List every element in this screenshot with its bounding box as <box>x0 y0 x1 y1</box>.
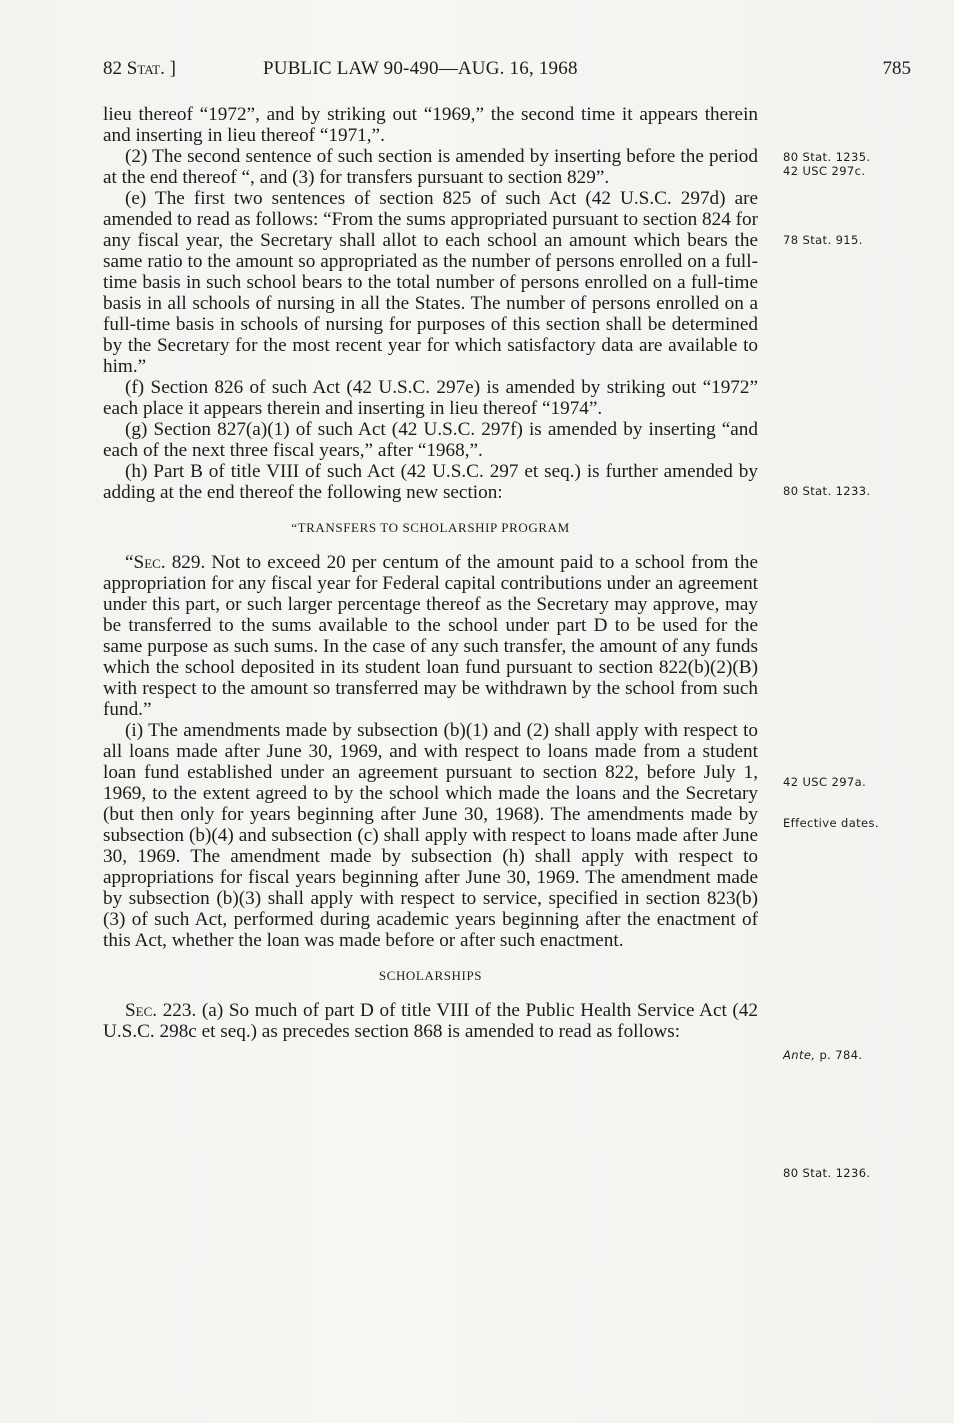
paragraph-f: (f) Section 826 of such Act (42 U.S.C. 297e) is amended by striking out “1972” each place it appears therein and inserting in lieu thereof “1974”. <box>103 377 758 419</box>
paragraph-continuation: lieu thereof “1972”, and by striking out “1969,” the second time it appears therein and inserting in lieu thereof “1971,”. <box>103 104 758 146</box>
paragraph-h: (h) Part B of title VIII of such Act (42 U.S.C. 297 et seq.) is further amended by adding at the end thereof the following new section: <box>103 461 758 503</box>
page-header <box>103 58 911 86</box>
law-title: PUBLIC LAW 90-490—AUG. 16, 1968 <box>263 58 578 79</box>
section-223: Sec. 223. (a) So much of part D of title VIII of the Public Health Service Act (42 U.S.C. 298c et seq.) as precedes section 868 is amended to read as follows: <box>103 1000 758 1042</box>
page-number: 785 <box>882 58 911 79</box>
heading-transfers: “TRANSFERS TO SCHOLARSHIP PROGRAM <box>291 520 570 535</box>
heading-scholarships: SCHOLARSHIPS <box>378 968 483 983</box>
margin-note-80-stat-1236: 80 Stat. 1236. <box>783 1166 871 1180</box>
margin-note-80-stat-1233: 80 Stat. 1233. <box>783 484 871 498</box>
margin-note-ante: Ante, p. 784. <box>783 1048 863 1062</box>
paragraph-e: (e) The first two sentences of section 825 of such Act (42 U.S.C. 297d) are amended to read as follows: “From the sums appropriated pursuant to section 824 for any fiscal year, the Secretary shall allot to each school an amount which bears the same ratio to the amount so appropriated as the number of persons enrolled on a full-time basis in such school bears to the total number of persons enrolled on a full-time basis in all schools of nursing in all the States. The number of persons enrolled on a full-time basis in schools of nursing for purposes of this section shall be determined by the Secretary for the most recent year for which satisfactory data are available to him.” <box>103 188 758 377</box>
margin-note-42-usc-297a: 42 USC 297a. <box>783 775 867 789</box>
paragraph-g: (g) Section 827(a)(1) of such Act (42 U.S.C. 297f) is amended by inserting “and each of the next three fiscal years,” after “1968,”. <box>103 419 758 461</box>
statute-reference: 82 Stat. ] <box>103 58 176 79</box>
margin-note-effective-dates: Effective dates. <box>783 816 879 830</box>
section-829: “Sec. 829. Not to exceed 20 per centum of the amount paid to a school from the appropriation for any fiscal year for Federal capital contributions under an agreement under this part, or such larger percentage thereof as the Secretary may approve, may be transferred to the sums available to the school under part D to be used for the same purpose as such sums. In the case of any such transfer, the amount of any funds which the school deposited in its student loan fund pursuant to section 822(b)(2)(B) with respect to the amount so transferred may be withdrawn by the school from such fund.” <box>103 552 758 720</box>
paragraph-2: (2) The second sentence of such section is amended by inserting before the period at the end thereof “, and (3) for transfers pursuant to section 829”. <box>103 146 758 188</box>
paragraph-i: (i) The amendments made by subsection (b)(1) and (2) shall apply with respect to all loans made after June 30, 1969, and with respect to loans made from a student loan fund established under an agreement pursuant to section 822, before July 1, 1969, to the extent agreed to by the school which made the loans and the Secretary (but then only for years beginning after June 30, 1968). The amendments made by subsection (b)(4) and subsection (c) shall apply with respect to loans made after June 30, 1969. The amendment made by subsection (h) shall apply with respect to appropriations for fiscal years beginning after June 30, 1969. The amendment made by subsection (b)(3) shall apply with respect to service, specified in section 823(b)(3) of such Act, performed during academic years beginning after the enactment of this Act, whether the loan was made before or after such enactment. <box>103 720 758 951</box>
margin-note-78-stat-915: 78 Stat. 915. <box>783 233 863 247</box>
body-text <box>103 104 758 1042</box>
margin-note-80-stat-1235: 80 Stat. 1235. 42 USC 297c. <box>783 150 871 178</box>
